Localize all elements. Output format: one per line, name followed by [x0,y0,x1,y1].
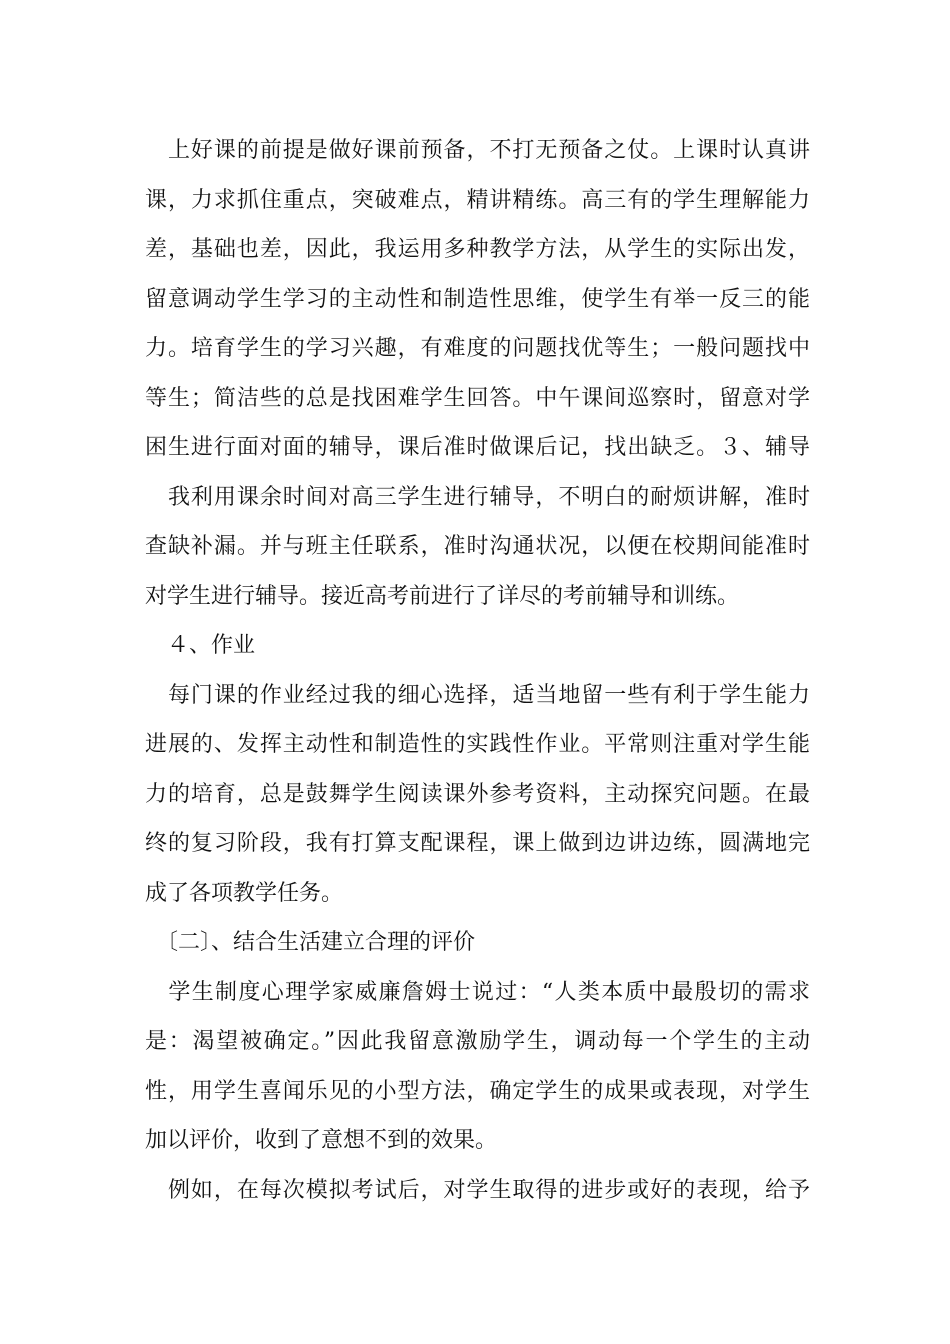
text-line: 力的培育，总是鼓舞学生阅读课外参考资料，主动探究问题。在最 [145,781,810,807]
text-line: 力。培育学生的学习兴趣，有难度的问题找优等生；一般问题找中 [145,336,810,361]
text-line: 我利用课余时间对高三学生进行辅导，不明白的耐烦讲解，准时 [145,484,810,510]
text-line: 成了各项教学任务。 [145,880,344,906]
text-line: 上好课的前提是做好课前预备，不打无预备之仗。上课时认真讲 [145,138,810,163]
text-line: 留意调动学生学习的主动性和制造性思维，使学生有举一反三的能 [145,286,810,312]
text-line: 查缺补漏。并与班主任联系，准时沟通状况，以便在校期间能准时 [145,534,810,559]
text-line: 终的复习阶段，我有打算支配课程，课上做到边讲边练，圆满地完 [145,831,810,856]
text-line: 〔二〕、结合生活建立合理的评价 [145,930,476,955]
text-line: 对学生进行辅导。接近高考前进行了详尽的考前辅导和训练。 [145,583,740,609]
text-line: 性，用学生喜闻乐见的小型方法，确定学生的成果或表现，对学生 [145,1078,810,1104]
text-line: 差，基础也差，因此，我运用多种教学方法，从学生的实际出发， [145,237,810,262]
text-line: 例如，在每次模拟考试后，对学生取得的进步或好的表现，给予 [145,1177,810,1203]
text-line: 学生制度心理学家威廉詹姆士说过：“人类本质中最殷切的需求 [145,979,810,1005]
text-line: ４、作业 [145,633,256,658]
text-line: 课，力求抓住重点，突破难点，精讲精练。高三有的学生理解能力 [145,187,810,213]
body-text [145,126,810,1215]
text-line: 困生进行面对面的辅导，课后准时做课后记，找出缺乏。３、辅导 [145,435,810,460]
text-line: 是：渴望被确定。”因此我留意激励学生，调动每一个学生的主动 [145,1029,810,1054]
text-line: 每门课的作业经过我的细心选择，适当地留一些有利于学生能力 [145,682,810,708]
text-line: 进展的、发挥主动性和制造性的实践性作业。平常则注重对学生能 [145,732,810,757]
text-line: 等生；简洁些的总是找困难学生回答。中午课间巡察时，留意对学 [145,385,810,411]
text-line: 加以评价，收到了意想不到的效果。 [145,1128,498,1153]
